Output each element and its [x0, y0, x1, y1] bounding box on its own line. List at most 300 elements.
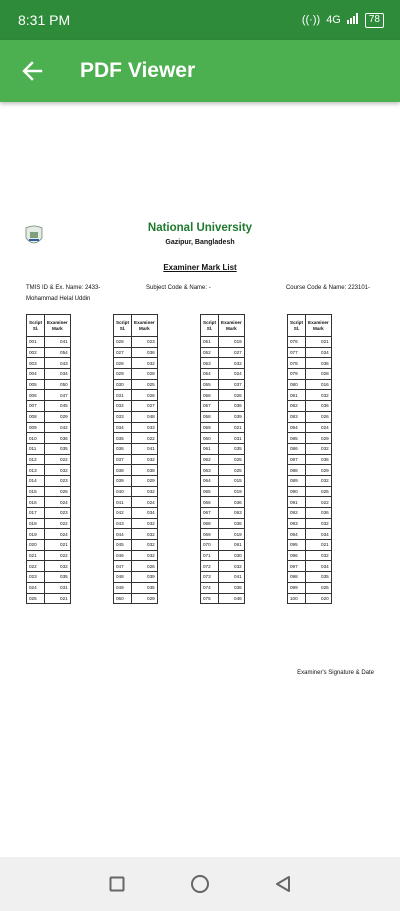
script-sl-cell: 043: [114, 518, 132, 529]
script-sl-cell: 052: [201, 347, 219, 358]
examiner-mark-cell: 031: [45, 582, 71, 593]
examiner-mark-cell: 027: [219, 347, 245, 358]
examiner-mark-cell: 036: [306, 401, 332, 412]
table-row: [201, 347, 245, 358]
table-row: [114, 582, 158, 593]
table-row: [27, 401, 71, 412]
table-row: [27, 465, 71, 476]
table-row: [201, 422, 245, 433]
script-sl-cell: 065: [201, 486, 219, 497]
table-row: [201, 465, 245, 476]
table-row: [201, 369, 245, 380]
table-row: [114, 422, 158, 433]
examiner-mark-cell: 022: [45, 550, 71, 561]
examiner-mark-cell: 036: [306, 358, 332, 369]
examiner-mark-cell: 028: [306, 369, 332, 380]
script-sl-cell: 093: [288, 518, 306, 529]
examiner-mark-cell: 036: [306, 508, 332, 519]
table-row: [27, 411, 71, 422]
script-sl-cell: 081: [288, 390, 306, 401]
script-sl-cell: 009: [27, 422, 45, 433]
header-script-sl: Script Sl.: [114, 315, 132, 337]
back-nav-button[interactable]: [268, 869, 298, 899]
script-sl-cell: 060: [201, 433, 219, 444]
table-row: [201, 497, 245, 508]
table-row: [27, 337, 71, 348]
table-row: [201, 454, 245, 465]
examiner-mark-cell: 063: [219, 508, 245, 519]
script-sl-cell: 018: [27, 518, 45, 529]
examiner-mark-cell: 032: [219, 358, 245, 369]
script-sl-cell: 048: [114, 572, 132, 583]
script-sl-cell: 019: [27, 529, 45, 540]
table-row: [288, 593, 332, 604]
table-row: [114, 411, 158, 422]
examiner-mark-cell: 032: [132, 550, 158, 561]
header-script-sl: Script Sl.: [27, 315, 45, 337]
examiner-mark-cell: 034: [306, 529, 332, 540]
script-sl-cell: 031: [114, 390, 132, 401]
table-row: [201, 582, 245, 593]
arrow-left-icon: [21, 60, 43, 82]
script-sl-cell: 070: [201, 540, 219, 551]
table-row: [27, 443, 71, 454]
examiner-mark-cell: 041: [132, 443, 158, 454]
table-row: [201, 475, 245, 486]
examiner-mark-cell: 032: [306, 550, 332, 561]
script-sl-cell: 020: [27, 540, 45, 551]
table-row: [114, 390, 158, 401]
table-row: [201, 508, 245, 519]
examiner-mark-cell: 025: [132, 379, 158, 390]
table-row: [201, 561, 245, 572]
table-row: [288, 401, 332, 412]
tmis-id: TMIS ID & Ex. Name: 2433-: [26, 285, 101, 291]
table-row: [201, 593, 245, 604]
app-title: PDF Viewer: [80, 59, 196, 82]
table-row: [27, 358, 71, 369]
examiner-mark-cell: 030: [219, 550, 245, 561]
examiner-mark-cell: 027: [132, 401, 158, 412]
examiner-mark-cell: 021: [45, 593, 71, 604]
examiner-mark-cell: 042: [45, 422, 71, 433]
script-sl-cell: 055: [201, 379, 219, 390]
script-sl-cell: 044: [114, 529, 132, 540]
examiner-mark-cell: 024: [45, 529, 71, 540]
examiner-mark-cell: 029: [45, 411, 71, 422]
script-sl-cell: 032: [114, 401, 132, 412]
table-row: [27, 540, 71, 551]
script-sl-cell: 074: [201, 582, 219, 593]
mark-table-1: [26, 314, 71, 604]
examiner-mark-cell: 026: [219, 390, 245, 401]
script-sl-cell: 058: [201, 411, 219, 422]
examiner-mark-cell: 021: [306, 337, 332, 348]
examiner-mark-cell: 032: [306, 443, 332, 454]
script-sl-cell: 073: [201, 572, 219, 583]
table-row: [114, 561, 158, 572]
examiner-mark-cell: 045: [45, 401, 71, 412]
signature-label: Examiner's Signature & Date: [297, 670, 374, 676]
script-sl-cell: 045: [114, 540, 132, 551]
header-examiner-mark: Examiner Mark: [306, 315, 332, 337]
script-sl-cell: 076: [288, 337, 306, 348]
examiner-mark-cell: 024: [306, 422, 332, 433]
script-sl-cell: 017: [27, 508, 45, 519]
script-sl-cell: 024: [27, 582, 45, 593]
examiner-mark-cell: 020: [306, 593, 332, 604]
examiner-mark-cell: 022: [45, 454, 71, 465]
script-sl-cell: 040: [114, 486, 132, 497]
university-name: National University: [147, 222, 253, 234]
table-row: [288, 422, 332, 433]
table-row: [114, 572, 158, 583]
table-row: [288, 529, 332, 540]
script-sl-cell: 026: [114, 337, 132, 348]
script-sl-cell: 064: [201, 475, 219, 486]
examiner-mark-cell: 025: [45, 486, 71, 497]
table-row: [201, 358, 245, 369]
script-sl-cell: 035: [114, 433, 132, 444]
table-row: [114, 550, 158, 561]
script-sl-cell: 069: [201, 529, 219, 540]
examiner-mark-cell: 026: [132, 561, 158, 572]
table-row: [288, 508, 332, 519]
table-row: [288, 390, 332, 401]
status-time: 8:31 PM: [18, 12, 71, 28]
table-row: [27, 475, 71, 486]
table-row: [288, 518, 332, 529]
script-sl-cell: 036: [114, 443, 132, 454]
recents-button[interactable]: [102, 869, 132, 899]
table-row: [27, 369, 71, 380]
circle-icon: [190, 874, 210, 894]
table-row: [288, 475, 332, 486]
script-sl-cell: 056: [201, 390, 219, 401]
table-row: [27, 454, 71, 465]
examiner-mark-cell: 019: [219, 486, 245, 497]
script-sl-cell: 087: [288, 454, 306, 465]
examiner-mark-cell: 038: [132, 465, 158, 476]
table-row: [114, 518, 158, 529]
table-row: [114, 433, 158, 444]
script-sl-cell: 002: [27, 347, 45, 358]
table-row: [201, 379, 245, 390]
table-row: [27, 550, 71, 561]
table-row: [201, 337, 245, 348]
examiner-mark-cell: 033: [132, 422, 158, 433]
script-sl-cell: 068: [201, 518, 219, 529]
examiner-mark-cell: 019: [219, 529, 245, 540]
examiner-mark-cell: 032: [132, 540, 158, 551]
battery-icon: 78: [365, 13, 384, 28]
table-row: [114, 401, 158, 412]
examiner-mark-cell: 026: [132, 390, 158, 401]
examiner-mark-cell: 036: [219, 401, 245, 412]
script-sl-cell: 067: [201, 508, 219, 519]
script-sl-cell: 037: [114, 454, 132, 465]
examiner-name: Mohammad Helal Uddin: [26, 296, 91, 302]
mark-table-4: [287, 314, 332, 604]
list-title: Examiner Mark List: [163, 263, 237, 272]
table-row: [288, 561, 332, 572]
examiner-mark-cell: 034: [45, 369, 71, 380]
script-sl-cell: 046: [114, 550, 132, 561]
table-row: [201, 550, 245, 561]
examiner-mark-cell: 036: [219, 497, 245, 508]
script-sl-cell: 028: [114, 358, 132, 369]
script-sl-cell: 039: [114, 475, 132, 486]
examiner-mark-cell: 032: [132, 529, 158, 540]
navigation-bar: [0, 857, 400, 911]
examiner-mark-cell: 041: [219, 572, 245, 583]
table-row: [288, 411, 332, 422]
script-sl-cell: 014: [27, 475, 45, 486]
script-sl-cell: 023: [27, 572, 45, 583]
script-sl-cell: 083: [288, 411, 306, 422]
table-row: [288, 454, 332, 465]
table-row: [288, 540, 332, 551]
table-row: [201, 401, 245, 412]
table-row: [201, 390, 245, 401]
script-sl-cell: 050: [114, 593, 132, 604]
table-row: [201, 486, 245, 497]
subject-code: Subject Code & Name: -: [146, 285, 211, 291]
script-sl-cell: 047: [114, 561, 132, 572]
table-row: [27, 347, 71, 358]
table-row: [27, 379, 71, 390]
examiner-mark-cell: 023: [132, 337, 158, 348]
examiner-mark-cell: 037: [219, 379, 245, 390]
examiner-mark-cell: 035: [219, 443, 245, 454]
script-sl-cell: 071: [201, 550, 219, 561]
table-row: [288, 358, 332, 369]
script-sl-cell: 095: [288, 540, 306, 551]
university-location: Gazipur, Bangladesh: [165, 239, 235, 246]
table-row: [114, 593, 158, 604]
script-sl-cell: 027: [114, 347, 132, 358]
examiner-mark-cell: 024: [132, 497, 158, 508]
triangle-back-icon: [274, 875, 292, 893]
script-sl-cell: 005: [27, 379, 45, 390]
script-sl-cell: 072: [201, 561, 219, 572]
table-row: [288, 337, 332, 348]
script-sl-cell: 085: [288, 433, 306, 444]
script-sl-cell: 013: [27, 465, 45, 476]
table-row: [27, 390, 71, 401]
examiner-mark-cell: 034: [132, 508, 158, 519]
table-row: [288, 486, 332, 497]
script-sl-cell: 054: [201, 369, 219, 380]
hotspot-icon: ((·)): [301, 14, 321, 26]
examiner-mark-cell: 036: [132, 347, 158, 358]
script-sl-cell: 084: [288, 422, 306, 433]
examiner-mark-cell: 023: [45, 475, 71, 486]
examiner-mark-cell: 021: [45, 540, 71, 551]
script-sl-cell: 006: [27, 390, 45, 401]
table-row: [288, 550, 332, 561]
examiner-mark-cell: 047: [45, 390, 71, 401]
examiner-mark-cell: 031: [219, 433, 245, 444]
table-row: [114, 379, 158, 390]
examiner-mark-cell: 032: [219, 561, 245, 572]
script-sl-cell: 004: [27, 369, 45, 380]
script-sl-cell: 079: [288, 369, 306, 380]
table-row: [201, 529, 245, 540]
script-sl-cell: 092: [288, 508, 306, 519]
table-row: [288, 572, 332, 583]
examiner-mark-cell: 024: [219, 369, 245, 380]
examiner-mark-cell: 032: [45, 561, 71, 572]
table-row: [288, 347, 332, 358]
table-row: [114, 529, 158, 540]
mark-table-2: [113, 314, 158, 604]
examiner-mark-cell: 032: [132, 358, 158, 369]
script-sl-cell: 016: [27, 497, 45, 508]
back-button[interactable]: [12, 51, 52, 91]
table-row: [114, 475, 158, 486]
examiner-mark-cell: 028: [132, 369, 158, 380]
script-sl-cell: 042: [114, 508, 132, 519]
script-sl-cell: 034: [114, 422, 132, 433]
table-row: [288, 443, 332, 454]
script-sl-cell: 086: [288, 443, 306, 454]
script-sl-cell: 015: [27, 486, 45, 497]
table-row: [201, 518, 245, 529]
table-row: [27, 433, 71, 444]
table-row: [114, 508, 158, 519]
examiner-mark-cell: 025: [306, 582, 332, 593]
examiner-mark-cell: 026: [306, 411, 332, 422]
examiner-mark-cell: 019: [219, 337, 245, 348]
examiner-mark-cell: 035: [306, 572, 332, 583]
script-sl-cell: 091: [288, 497, 306, 508]
examiner-mark-cell: 032: [45, 465, 71, 476]
script-sl-cell: 007: [27, 401, 45, 412]
examiner-mark-cell: 032: [132, 454, 158, 465]
table-row: [27, 508, 71, 519]
table-row: [114, 486, 158, 497]
examiner-mark-cell: 043: [45, 358, 71, 369]
table-row: [201, 433, 245, 444]
examiner-mark-cell: 061: [219, 540, 245, 551]
script-sl-cell: 008: [27, 411, 45, 422]
examiner-mark-cell: 035: [132, 582, 158, 593]
script-sl-cell: 049: [114, 582, 132, 593]
examiner-mark-cell: 032: [306, 518, 332, 529]
table-row: [114, 465, 158, 476]
examiner-mark-cell: 032: [306, 475, 332, 486]
table-row: [27, 422, 71, 433]
examiner-mark-cell: 016: [306, 379, 332, 390]
examiner-mark-cell: 041: [45, 337, 71, 348]
examiner-mark-cell: 022: [306, 497, 332, 508]
script-sl-cell: 051: [201, 337, 219, 348]
course-code: Course Code & Name: 223101-: [285, 285, 370, 291]
examiner-mark-cell: 024: [45, 497, 71, 508]
script-sl-cell: 022: [27, 561, 45, 572]
examiner-mark-cell: 021: [219, 422, 245, 433]
examiner-mark-cell: 025: [306, 486, 332, 497]
script-sl-cell: 080: [288, 379, 306, 390]
script-sl-cell: 030: [114, 379, 132, 390]
pdf-page[interactable]: [22, 212, 378, 682]
script-sl-cell: 099: [288, 582, 306, 593]
table-row: [27, 529, 71, 540]
table-row: [27, 486, 71, 497]
table-row: [201, 443, 245, 454]
script-sl-cell: 097: [288, 561, 306, 572]
status-bar: [0, 0, 400, 40]
table-row: [288, 465, 332, 476]
script-sl-cell: 078: [288, 358, 306, 369]
examiner-mark-cell: 054: [45, 347, 71, 358]
script-sl-cell: 011: [27, 443, 45, 454]
examiner-mark-cell: 022: [45, 518, 71, 529]
script-sl-cell: 001: [27, 337, 45, 348]
examiner-mark-cell: 036: [219, 518, 245, 529]
square-icon: [109, 876, 125, 892]
script-sl-cell: 077: [288, 347, 306, 358]
table-row: [201, 572, 245, 583]
examiner-mark-cell: 022: [132, 433, 158, 444]
header-script-sl: Script Sl.: [201, 315, 219, 337]
script-sl-cell: 096: [288, 550, 306, 561]
table-row: [27, 518, 71, 529]
script-sl-cell: 029: [114, 369, 132, 380]
examiner-mark-cell: 021: [306, 540, 332, 551]
table-row: [114, 369, 158, 380]
script-sl-cell: 057: [201, 401, 219, 412]
table-row: [201, 540, 245, 551]
table-row: [288, 379, 332, 390]
script-sl-cell: 061: [201, 443, 219, 454]
script-sl-cell: 033: [114, 411, 132, 422]
home-button[interactable]: [185, 869, 215, 899]
table-row: [114, 337, 158, 348]
script-sl-cell: 090: [288, 486, 306, 497]
examiner-mark-cell: 036: [45, 433, 71, 444]
header-examiner-mark: Examiner Mark: [219, 315, 245, 337]
status-icons: [302, 13, 384, 28]
table-row: [27, 497, 71, 508]
table-row: [114, 347, 158, 358]
mark-table-3: [200, 314, 245, 604]
script-sl-cell: 062: [201, 454, 219, 465]
script-sl-cell: 100: [288, 593, 306, 604]
examiner-mark-cell: 029: [132, 593, 158, 604]
examiner-mark-cell: 039: [132, 572, 158, 583]
script-sl-cell: 038: [114, 465, 132, 476]
table-row: [201, 411, 245, 422]
examiner-mark-cell: 048: [132, 411, 158, 422]
script-sl-cell: 041: [114, 497, 132, 508]
script-sl-cell: 025: [27, 593, 45, 604]
script-sl-cell: 053: [201, 358, 219, 369]
table-row: [288, 582, 332, 593]
network-type: 4G: [326, 14, 341, 26]
examiner-mark-cell: 034: [306, 561, 332, 572]
table-row: [114, 358, 158, 369]
table-row: [114, 443, 158, 454]
script-sl-cell: 098: [288, 572, 306, 583]
examiner-mark-cell: 032: [306, 390, 332, 401]
signal-icon: [347, 13, 359, 27]
table-row: [114, 454, 158, 465]
header-examiner-mark: Examiner Mark: [45, 315, 71, 337]
script-sl-cell: 094: [288, 529, 306, 540]
script-sl-cell: 012: [27, 454, 45, 465]
